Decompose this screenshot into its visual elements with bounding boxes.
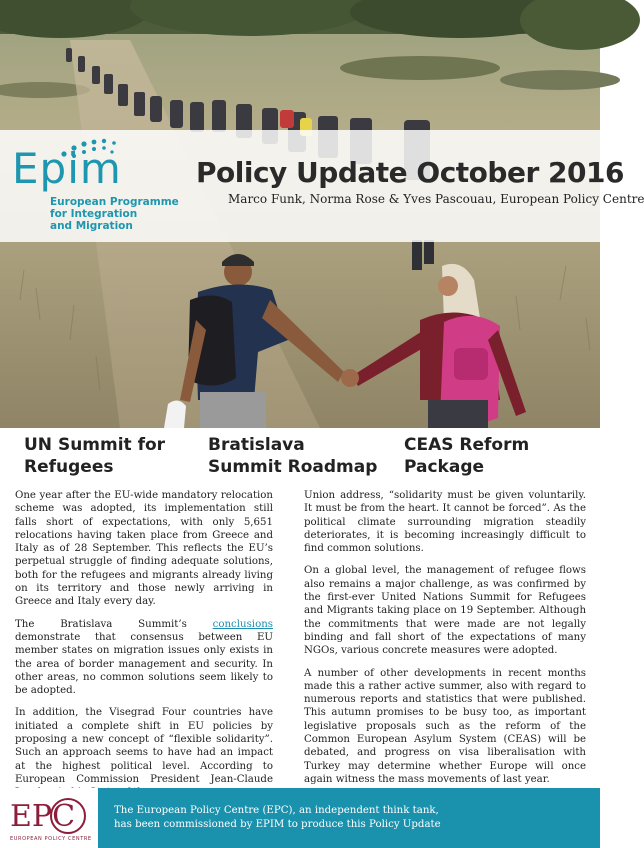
- paragraph-text: The Bratislava Summit’s: [15, 618, 213, 630]
- epim-subtitle: [50, 196, 200, 232]
- epc-logo-letters: EPC: [10, 799, 76, 834]
- epim-subtitle-line: European Programme: [50, 196, 179, 208]
- authors: Marco Funk, Norma Rose & Yves Pascouau, European Policy Centre: [228, 192, 644, 206]
- paragraph: Union address, “solidarity must be given voluntarily. It must be from the heart. It cannot be forced”. As the political climate surrounding migration steadily deteriorates, it is becoming increasingly difficult to find common solutions.: [304, 490, 586, 555]
- body-column-right: [304, 489, 586, 795]
- epim-logo: [12, 140, 187, 236]
- paragraph: A number of other developments in recent months made this a rather active summer, also with regard to numerous reports and statistics that were published. This autumn promises to be busy too, as important legislative proposals such as the reform of the Common European Asylum System (CEAS) will be debated, and progress on visa liberalisation with Turkey may determine whether Europe will once again witness the mass movements of last year.: [304, 667, 586, 785]
- epc-logo: [6, 794, 94, 844]
- epc-logo-caption: EUROPEAN POLICY CENTRE: [10, 836, 92, 842]
- footer-line: The European Policy Centre (EPC), an independent think tank,: [114, 805, 439, 816]
- body-column-left: [15, 489, 273, 809]
- epim-subtitle-line: for Integration: [50, 208, 138, 220]
- footer-text: [114, 804, 584, 832]
- paragraph: On a global level, the management of refugee flows also remains a major challenge, as was confirmed by the first-ever United Nations Summit for Refugees and Migrants taking place on 19 September. Although the commitments that were made are not legally binding and fall short of the expectations of many NGOs, various concrete measures were adopted.: [304, 565, 586, 657]
- epim-subtitle-line: and Migration: [50, 220, 133, 232]
- paragraph: One year after the EU-wide mandatory relocation scheme was adopted, its implementation still falls short of expectations, with only 5,651 relocations having taken place from Greece and Italy as of 28 September. This reflects the EU’s perpetual struggle of finding adequate solutions, both for the refugees and migrants already living on its territory and those newly arriving in Greece and Italy every day.: [15, 490, 273, 608]
- footer-line: has been commissioned by EPIM to produce this Policy Update: [114, 819, 441, 830]
- topic-bratislava-summit: Bratislava Summit Roadmap: [208, 435, 378, 477]
- topic-ceas-reform: CEAS Reform Package: [404, 435, 530, 477]
- conclusions-link[interactable]: conclusions: [212, 618, 273, 630]
- paragraph-text: demonstrate that consensus between EU member states on migration issues only exists in the area of border management and security. In other areas, no common solutions seem likely to be adopted.: [15, 631, 273, 697]
- epim-wordmark: Epim: [12, 144, 122, 193]
- paragraph: In addition, the Visegrad Four countries have initiated a complete shift in EU policies by proposing a new concept of “flexible solidarity”. Such an approach seems to have had an impact at the highest political level. According to European Commission President Jean-Claude: [15, 707, 273, 785]
- page-title: Policy Update October 2016: [196, 156, 624, 189]
- paragraph: [15, 618, 273, 698]
- topic-un-summit: UN Summit for Refugees: [24, 435, 166, 477]
